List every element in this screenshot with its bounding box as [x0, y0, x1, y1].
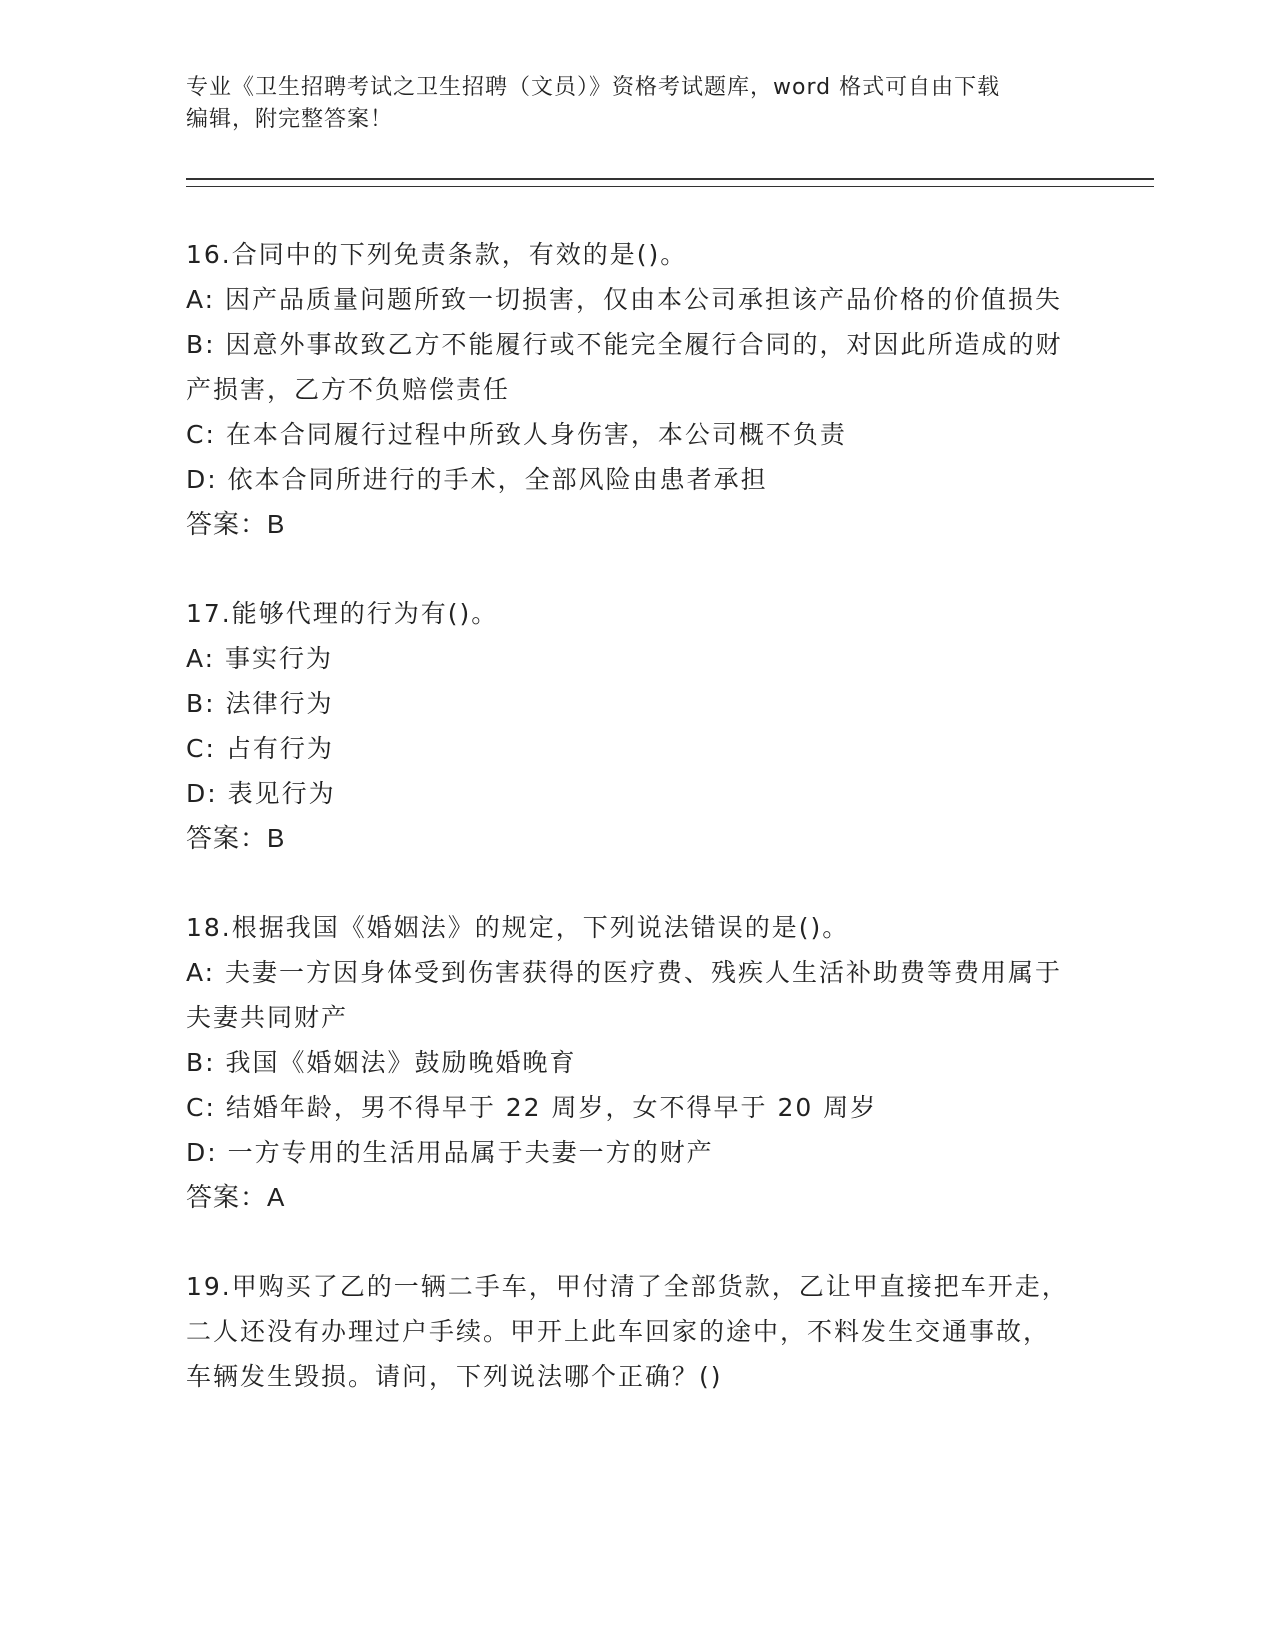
header-divider [186, 178, 1154, 187]
question-19 [186, 1264, 1076, 1399]
question-text: 16.合同中的下列免责条款，有效的是()。 [186, 240, 688, 269]
option-c: C: 占有行为 [186, 734, 334, 763]
question-text: 18.根据我国《婚姻法》的规定，下列说法错误的是()。 [186, 913, 850, 942]
answer: 答案：A [186, 1182, 286, 1212]
question-text: 17.能够代理的行为有()。 [186, 599, 499, 628]
answer: 答案：B [186, 823, 286, 853]
option-d: D: 表见行为 [186, 779, 336, 808]
option-b: B: 我国《婚姻法》鼓励晚婚晚育 [186, 1048, 577, 1077]
option-a: A: 夫妻一方因身体受到伤害获得的医疗费、残疾人生活补助费等费用属于夫妻共同财产 [186, 958, 1063, 1032]
header-line-2: 编辑，附完整答案！ [186, 107, 394, 132]
option-c: C: 在本合同履行过程中所致人身伤害，本公司概不负责 [186, 420, 847, 449]
question-17 [186, 591, 1076, 861]
header-line-1: 专业《卫生招聘考试之卫生招聘（文员）》资格考试题库，word 格式可自由下载 [186, 75, 1001, 100]
question-16 [186, 232, 1076, 547]
option-d: D: 依本合同所进行的手术，全部风险由患者承担 [186, 465, 768, 494]
option-b: B: 因意外事故致乙方不能履行或不能完全履行合同的，对因此所造成的财产损害，乙方不负赔偿责任 [186, 330, 1063, 404]
option-b: B: 法律行为 [186, 689, 334, 718]
option-d: D: 一方专用的生活用品属于夫妻一方的财产 [186, 1138, 714, 1167]
option-c: C: 结婚年龄，男不得早于 22 周岁，女不得早于 20 周岁 [186, 1093, 878, 1122]
option-a: A: 因产品质量问题所致一切损害，仅由本公司承担该产品价格的价值损失 [186, 285, 1063, 314]
question-text: 19.甲购买了乙的一辆二手车，甲付清了全部货款，乙让甲直接把车开走，二人还没有办理过户手续。甲开上此车回家的途中，不料发生交通事故，车辆发生毁损。请问，下列说法哪个正确？() [186, 1272, 1069, 1391]
option-a: A: 事实行为 [186, 644, 334, 673]
question-18 [186, 905, 1076, 1220]
answer: 答案：B [186, 509, 286, 539]
document-header [186, 72, 1086, 136]
question-list [186, 232, 1076, 1443]
